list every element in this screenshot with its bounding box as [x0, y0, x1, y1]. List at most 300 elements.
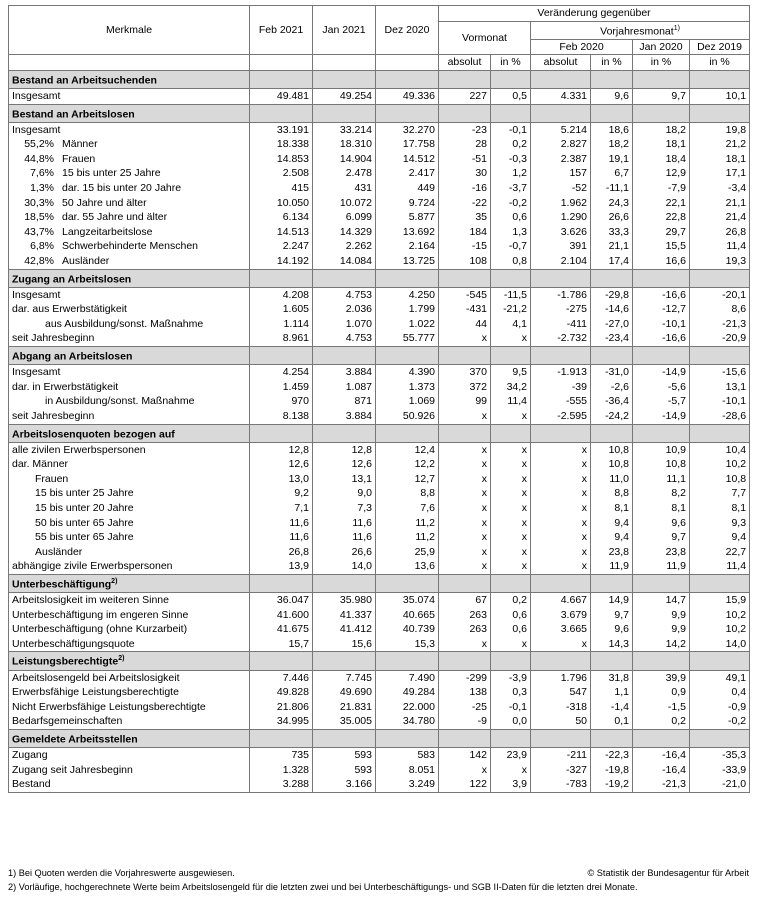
header-veraenderung: Veränderung gegenüber [439, 6, 750, 22]
table-cell: 1,2 [491, 166, 531, 181]
row-label [9, 365, 250, 380]
row-label-text: 50 bis unter 65 Jahre [35, 516, 134, 529]
table-cell: 49.336 [376, 88, 439, 104]
table-cell: 2.164 [376, 239, 439, 254]
table-cell: x [439, 472, 491, 487]
section-filler-cell [491, 70, 531, 88]
header-unit-empty [376, 55, 439, 71]
section-footnote-ref: 2) [111, 577, 118, 585]
header-vj-jan2020: Jan 2020 [633, 39, 690, 55]
section-filler-cell [491, 347, 531, 365]
row-label-text: 50 Jahre und älter [62, 196, 147, 209]
table-cell: 39,9 [633, 670, 690, 685]
table-cell: 67 [439, 593, 491, 608]
section-header [9, 424, 750, 442]
row-label-text: Langzeitarbeitslose [62, 225, 153, 238]
table-cell: 15,9 [690, 593, 750, 608]
table-row [9, 622, 750, 637]
table-cell: 9,6 [591, 622, 633, 637]
table-cell: -9 [439, 714, 491, 729]
table-cell: 122 [439, 777, 491, 792]
table-cell: x [491, 637, 531, 652]
table-cell: 10,1 [690, 88, 750, 104]
table-cell: 11,6 [313, 516, 376, 531]
table-cell: 26,6 [313, 545, 376, 560]
row-share-percent: 44,8% [24, 152, 54, 165]
table-cell: 18.310 [313, 137, 376, 152]
row-label-text: Arbeitslosengeld bei Arbeitslosigkeit [12, 671, 180, 684]
row-label-text: Zugang seit Jahresbeginn [12, 763, 133, 776]
table-cell: x [491, 409, 531, 424]
table-cell: -20,1 [690, 287, 750, 302]
table-cell: 2.827 [531, 137, 591, 152]
copyright-note: © Statistik der Bundesagentur für Arbeit [587, 868, 749, 878]
table-cell: x [439, 516, 491, 531]
table-cell: 142 [439, 748, 491, 763]
table-cell: 1.962 [531, 196, 591, 211]
row-label-text: Insgesamt [12, 89, 61, 102]
table-cell: -5,7 [633, 394, 690, 409]
table-cell: 55.777 [376, 331, 439, 346]
table-cell: 11,4 [690, 239, 750, 254]
table-cell: 14.512 [376, 152, 439, 167]
section-filler-cell [690, 269, 750, 287]
table-cell: 35.074 [376, 593, 439, 608]
table-cell: -1,4 [591, 700, 633, 715]
table-cell: -16,6 [633, 331, 690, 346]
section-filler-cell [690, 574, 750, 592]
table-cell: x [439, 331, 491, 346]
table-cell: 431 [313, 181, 376, 196]
row-label-text: Bedarfsgemeinschaften [12, 715, 123, 728]
table-row [9, 365, 750, 380]
section-filler-cell [531, 729, 591, 747]
row-label-text: 15 bis unter 20 Jahre [35, 502, 134, 514]
table-cell: 22.000 [376, 700, 439, 715]
table-cell: 11,9 [633, 559, 690, 574]
table-row [9, 545, 750, 560]
section-title-text: Zugang an Arbeitslosen [12, 273, 132, 286]
row-label-text: Unterbeschäftigung im engeren Sinne [12, 608, 189, 621]
table-cell: -0,2 [491, 196, 531, 211]
table-cell: -275 [531, 302, 591, 317]
row-label [9, 559, 250, 574]
table-cell: 7.490 [376, 670, 439, 685]
table-cell: 1.070 [313, 317, 376, 332]
table-cell: 14.513 [250, 225, 313, 240]
row-share-percent: 1,3% [30, 182, 54, 195]
section-filler-cell [313, 70, 376, 88]
table-row [9, 530, 750, 545]
table-cell: -24,2 [591, 409, 633, 424]
section-title [9, 729, 250, 747]
table-cell: 40.665 [376, 608, 439, 623]
table-cell: -2,6 [591, 380, 633, 395]
row-label-text: dar. aus Erwerbstätigkeit [12, 303, 127, 316]
table-row [9, 700, 750, 715]
table-cell: 9,4 [591, 516, 633, 531]
table-cell: 14,9 [591, 593, 633, 608]
table-cell: 12,9 [633, 166, 690, 181]
table-cell: 1.459 [250, 380, 313, 395]
table-cell: 11,9 [591, 559, 633, 574]
table-cell: 28 [439, 137, 491, 152]
row-label [9, 254, 250, 269]
table-cell: 41.600 [250, 608, 313, 623]
table-cell: 13,1 [313, 472, 376, 487]
section-filler-cell [633, 104, 690, 122]
table-cell: 26,8 [690, 225, 750, 240]
table-cell: 13,0 [250, 472, 313, 487]
table-cell: 372 [439, 380, 491, 395]
section-filler-cell [491, 574, 531, 592]
table-cell: 12,2 [376, 457, 439, 472]
header-unit-empty [9, 55, 250, 71]
table-cell: 415 [250, 181, 313, 196]
table-cell: 583 [376, 748, 439, 763]
section-filler-cell [491, 424, 531, 442]
table-cell: 8,6 [690, 302, 750, 317]
table-cell: -0,3 [491, 152, 531, 167]
section-filler-cell [633, 424, 690, 442]
table-cell: 44 [439, 317, 491, 332]
table-cell: 11,2 [376, 516, 439, 531]
table-cell: -14,9 [633, 365, 690, 380]
table-row [9, 380, 750, 395]
header-unit-absolut: absolut [439, 55, 491, 71]
section-filler-cell [439, 652, 491, 670]
table-cell: 14,2 [633, 637, 690, 652]
table-cell: x [439, 486, 491, 501]
table-cell: -14,6 [591, 302, 633, 317]
table-cell: -19,8 [591, 763, 633, 778]
row-label [9, 670, 250, 685]
table-cell: 11,2 [376, 530, 439, 545]
table-cell: 21.831 [313, 700, 376, 715]
table-cell: 9,7 [633, 530, 690, 545]
header-unit-empty [250, 55, 313, 71]
section-filler-cell [313, 652, 376, 670]
section-header [9, 104, 750, 122]
table-cell: 10,4 [690, 442, 750, 457]
table-cell: 184 [439, 225, 491, 240]
table-cell: 9,2 [250, 486, 313, 501]
table-cell: 34.780 [376, 714, 439, 729]
table-cell: 99 [439, 394, 491, 409]
row-label [9, 608, 250, 623]
table-cell: 23,8 [591, 545, 633, 560]
section-filler-cell [633, 574, 690, 592]
table-row [9, 472, 750, 487]
header-vormonat: Vormonat [439, 21, 531, 55]
table-cell: 9,4 [690, 530, 750, 545]
table-cell: 11,0 [591, 472, 633, 487]
row-label-text: dar. in Erwerbstätigkeit [12, 380, 119, 393]
section-filler-cell [250, 269, 313, 287]
row-share-percent: 30,3% [24, 196, 54, 209]
table-cell: 1.290 [531, 210, 591, 225]
table-cell: -27,0 [591, 317, 633, 332]
section-filler-cell [250, 574, 313, 592]
table-cell: 19,1 [591, 152, 633, 167]
table-cell: 3.626 [531, 225, 591, 240]
table-cell: x [491, 331, 531, 346]
table-cell: -16,4 [633, 748, 690, 763]
table-cell: 593 [313, 763, 376, 778]
section-filler-cell [591, 729, 633, 747]
table-cell: x [531, 530, 591, 545]
row-label [9, 516, 250, 531]
table-cell: 35 [439, 210, 491, 225]
row-label-text: dar. Männer [12, 458, 69, 471]
table-cell: 1,3 [491, 225, 531, 240]
table-cell: 0,1 [591, 714, 633, 729]
table-cell: 14,0 [313, 559, 376, 574]
section-filler-cell [491, 269, 531, 287]
table-cell: -783 [531, 777, 591, 792]
row-share-percent: 42,8% [24, 255, 54, 267]
table-cell: x [491, 457, 531, 472]
table-cell: 1.373 [376, 380, 439, 395]
table-cell: -3,7 [491, 181, 531, 196]
section-filler-cell [591, 269, 633, 287]
table-cell: x [531, 637, 591, 652]
table-cell: 9,7 [591, 608, 633, 623]
table-cell: x [439, 530, 491, 545]
section-title [9, 652, 250, 670]
table-cell: -7,9 [633, 181, 690, 196]
row-label-text: Nicht Erwerbsfähige Leistungsberechtigte [12, 700, 206, 713]
row-share-percent: 6,8% [30, 240, 54, 253]
table-cell: 10,9 [633, 442, 690, 457]
row-label [9, 409, 250, 424]
table-cell: -2.732 [531, 331, 591, 346]
table-cell: 26,8 [250, 545, 313, 560]
table-cell: -39 [531, 380, 591, 395]
table-row [9, 516, 750, 531]
header-unit-absolut: absolut [531, 55, 591, 71]
table-cell: x [491, 516, 531, 531]
table-cell: -16,4 [633, 763, 690, 778]
table-cell: -555 [531, 394, 591, 409]
header-unit-pct: in % [633, 55, 690, 71]
header-vorjahresmonat-footnote: 1) [673, 24, 680, 32]
table-cell: 2.387 [531, 152, 591, 167]
row-label-text: Ausländer [35, 545, 83, 558]
section-title-text: Leistungsberechtigte [12, 655, 119, 668]
row-label [9, 714, 250, 729]
table-cell: 24,3 [591, 196, 633, 211]
table-cell: 10.072 [313, 196, 376, 211]
table-row [9, 409, 750, 424]
table-cell: -3,9 [491, 670, 531, 685]
table-cell: 11,1 [633, 472, 690, 487]
row-label-text: Erwerbsfähige Leistungsberechtigte [12, 686, 179, 699]
table-cell: 7.745 [313, 670, 376, 685]
table-cell: 36.047 [250, 593, 313, 608]
section-filler-cell [376, 424, 439, 442]
table-cell: -23,4 [591, 331, 633, 346]
table-cell: 13,1 [690, 380, 750, 395]
table-cell: x [531, 472, 591, 487]
table-row [9, 88, 750, 104]
table-cell: 0,9 [633, 685, 690, 700]
table-cell: 1.796 [531, 670, 591, 685]
table-row [9, 608, 750, 623]
section-filler-cell [591, 424, 633, 442]
table-cell: 547 [531, 685, 591, 700]
header-unit-pct: in % [690, 55, 750, 71]
table-row [9, 152, 750, 167]
table-cell: 970 [250, 394, 313, 409]
row-label-text: alle zivilen Erwerbspersonen [12, 443, 146, 456]
section-filler-cell [376, 347, 439, 365]
table-cell: 19,3 [690, 254, 750, 269]
table-cell: 0,0 [491, 714, 531, 729]
statistics-table-container [8, 5, 749, 793]
table-cell: 0,2 [633, 714, 690, 729]
table-cell: 18,2 [591, 137, 633, 152]
table-cell: 0,5 [491, 88, 531, 104]
table-cell: -51 [439, 152, 491, 167]
row-label-text: Unterbeschäftigung (ohne Kurzarbeit) [12, 623, 188, 636]
table-cell: -0,2 [690, 714, 750, 729]
table-cell: 11,4 [491, 394, 531, 409]
table-cell: 49.481 [250, 88, 313, 104]
section-filler-cell [531, 574, 591, 592]
section-filler-cell [690, 729, 750, 747]
table-cell: 14.192 [250, 254, 313, 269]
table-cell: 41.337 [313, 608, 376, 623]
row-label-text: 15 bis unter 25 Jahre [62, 167, 161, 180]
header-unit-pct: in % [491, 55, 531, 71]
table-cell: 4.753 [313, 331, 376, 346]
table-cell: 18,1 [690, 152, 750, 167]
table-cell: -10,1 [633, 317, 690, 332]
table-cell: 50 [531, 714, 591, 729]
footnotes [8, 866, 749, 894]
table-cell: 8.051 [376, 763, 439, 778]
table-cell: -11,5 [491, 287, 531, 302]
table-cell: -318 [531, 700, 591, 715]
table-cell: 17.758 [376, 137, 439, 152]
table-cell: 108 [439, 254, 491, 269]
table-cell: 32.270 [376, 122, 439, 137]
section-filler-cell [313, 347, 376, 365]
table-body [9, 70, 750, 792]
table-cell: -411 [531, 317, 591, 332]
section-title-text: Arbeitslosenquoten bezogen auf [12, 428, 175, 441]
table-row [9, 593, 750, 608]
table-row [9, 137, 750, 152]
table-cell: 13,6 [376, 559, 439, 574]
table-cell: x [531, 545, 591, 560]
header-unit-pct: in % [591, 55, 633, 71]
row-label [9, 196, 250, 211]
table-cell: -299 [439, 670, 491, 685]
table-cell: 12,7 [376, 472, 439, 487]
table-cell: 11,6 [313, 530, 376, 545]
section-header [9, 347, 750, 365]
table-row [9, 637, 750, 652]
table-cell: -16,6 [633, 287, 690, 302]
table-cell: 17,4 [591, 254, 633, 269]
header-col-jan2021: Jan 2021 [313, 6, 376, 55]
section-title-text: Unterbeschäftigung [12, 578, 112, 591]
row-label-text: 55 bis unter 65 Jahre [35, 531, 134, 544]
table-row [9, 457, 750, 472]
section-filler-cell [376, 729, 439, 747]
row-share-percent: 43,7% [24, 225, 54, 238]
row-label-text: Insgesamt [12, 288, 61, 301]
row-label [9, 394, 250, 409]
table-cell: 10,8 [690, 472, 750, 487]
table-cell: 9,9 [633, 608, 690, 623]
table-cell: 2.417 [376, 166, 439, 181]
row-label [9, 317, 250, 332]
table-cell: 14,7 [633, 593, 690, 608]
table-cell: 157 [531, 166, 591, 181]
table-cell: 0,4 [690, 685, 750, 700]
table-cell: 0,6 [491, 210, 531, 225]
table-cell: 1.069 [376, 394, 439, 409]
table-row [9, 239, 750, 254]
row-share-percent: 55,2% [24, 138, 54, 151]
table-cell: 3.884 [313, 365, 376, 380]
table-cell: 2.508 [250, 166, 313, 181]
table-cell: 10,8 [633, 457, 690, 472]
table-cell: 2.036 [313, 302, 376, 317]
table-row [9, 670, 750, 685]
table-cell: 138 [439, 685, 491, 700]
table-cell: 227 [439, 88, 491, 104]
table-cell: 15,3 [376, 637, 439, 652]
table-cell: 15,6 [313, 637, 376, 652]
table-cell: -545 [439, 287, 491, 302]
section-filler-cell [439, 424, 491, 442]
table-cell: x [491, 763, 531, 778]
row-label [9, 210, 250, 225]
table-cell: 0,2 [491, 593, 531, 608]
table-cell: 593 [313, 748, 376, 763]
table-row [9, 225, 750, 240]
section-filler-cell [313, 269, 376, 287]
row-label-text: Arbeitslosigkeit im weiteren Sinne [12, 594, 169, 607]
table-row [9, 166, 750, 181]
row-label [9, 302, 250, 317]
table-cell: 5.214 [531, 122, 591, 137]
row-label-text: 15 bis unter 25 Jahre [35, 487, 134, 500]
table-cell: -431 [439, 302, 491, 317]
table-cell: 8,1 [633, 501, 690, 516]
section-filler-cell [591, 574, 633, 592]
table-cell: -14,9 [633, 409, 690, 424]
table-cell: 8.961 [250, 331, 313, 346]
table-cell: 370 [439, 365, 491, 380]
table-cell: 8,1 [591, 501, 633, 516]
table-cell: x [439, 637, 491, 652]
table-cell: 9,6 [591, 88, 633, 104]
table-cell: -31,0 [591, 365, 633, 380]
section-filler-cell [633, 652, 690, 670]
section-filler-cell [531, 652, 591, 670]
table-cell: -21,3 [690, 317, 750, 332]
table-cell: 1.114 [250, 317, 313, 332]
table-cell: 8,1 [690, 501, 750, 516]
header-vorjahresmonat [531, 21, 750, 39]
row-label [9, 763, 250, 778]
row-label-text: dar. 55 Jahre und älter [62, 211, 168, 224]
